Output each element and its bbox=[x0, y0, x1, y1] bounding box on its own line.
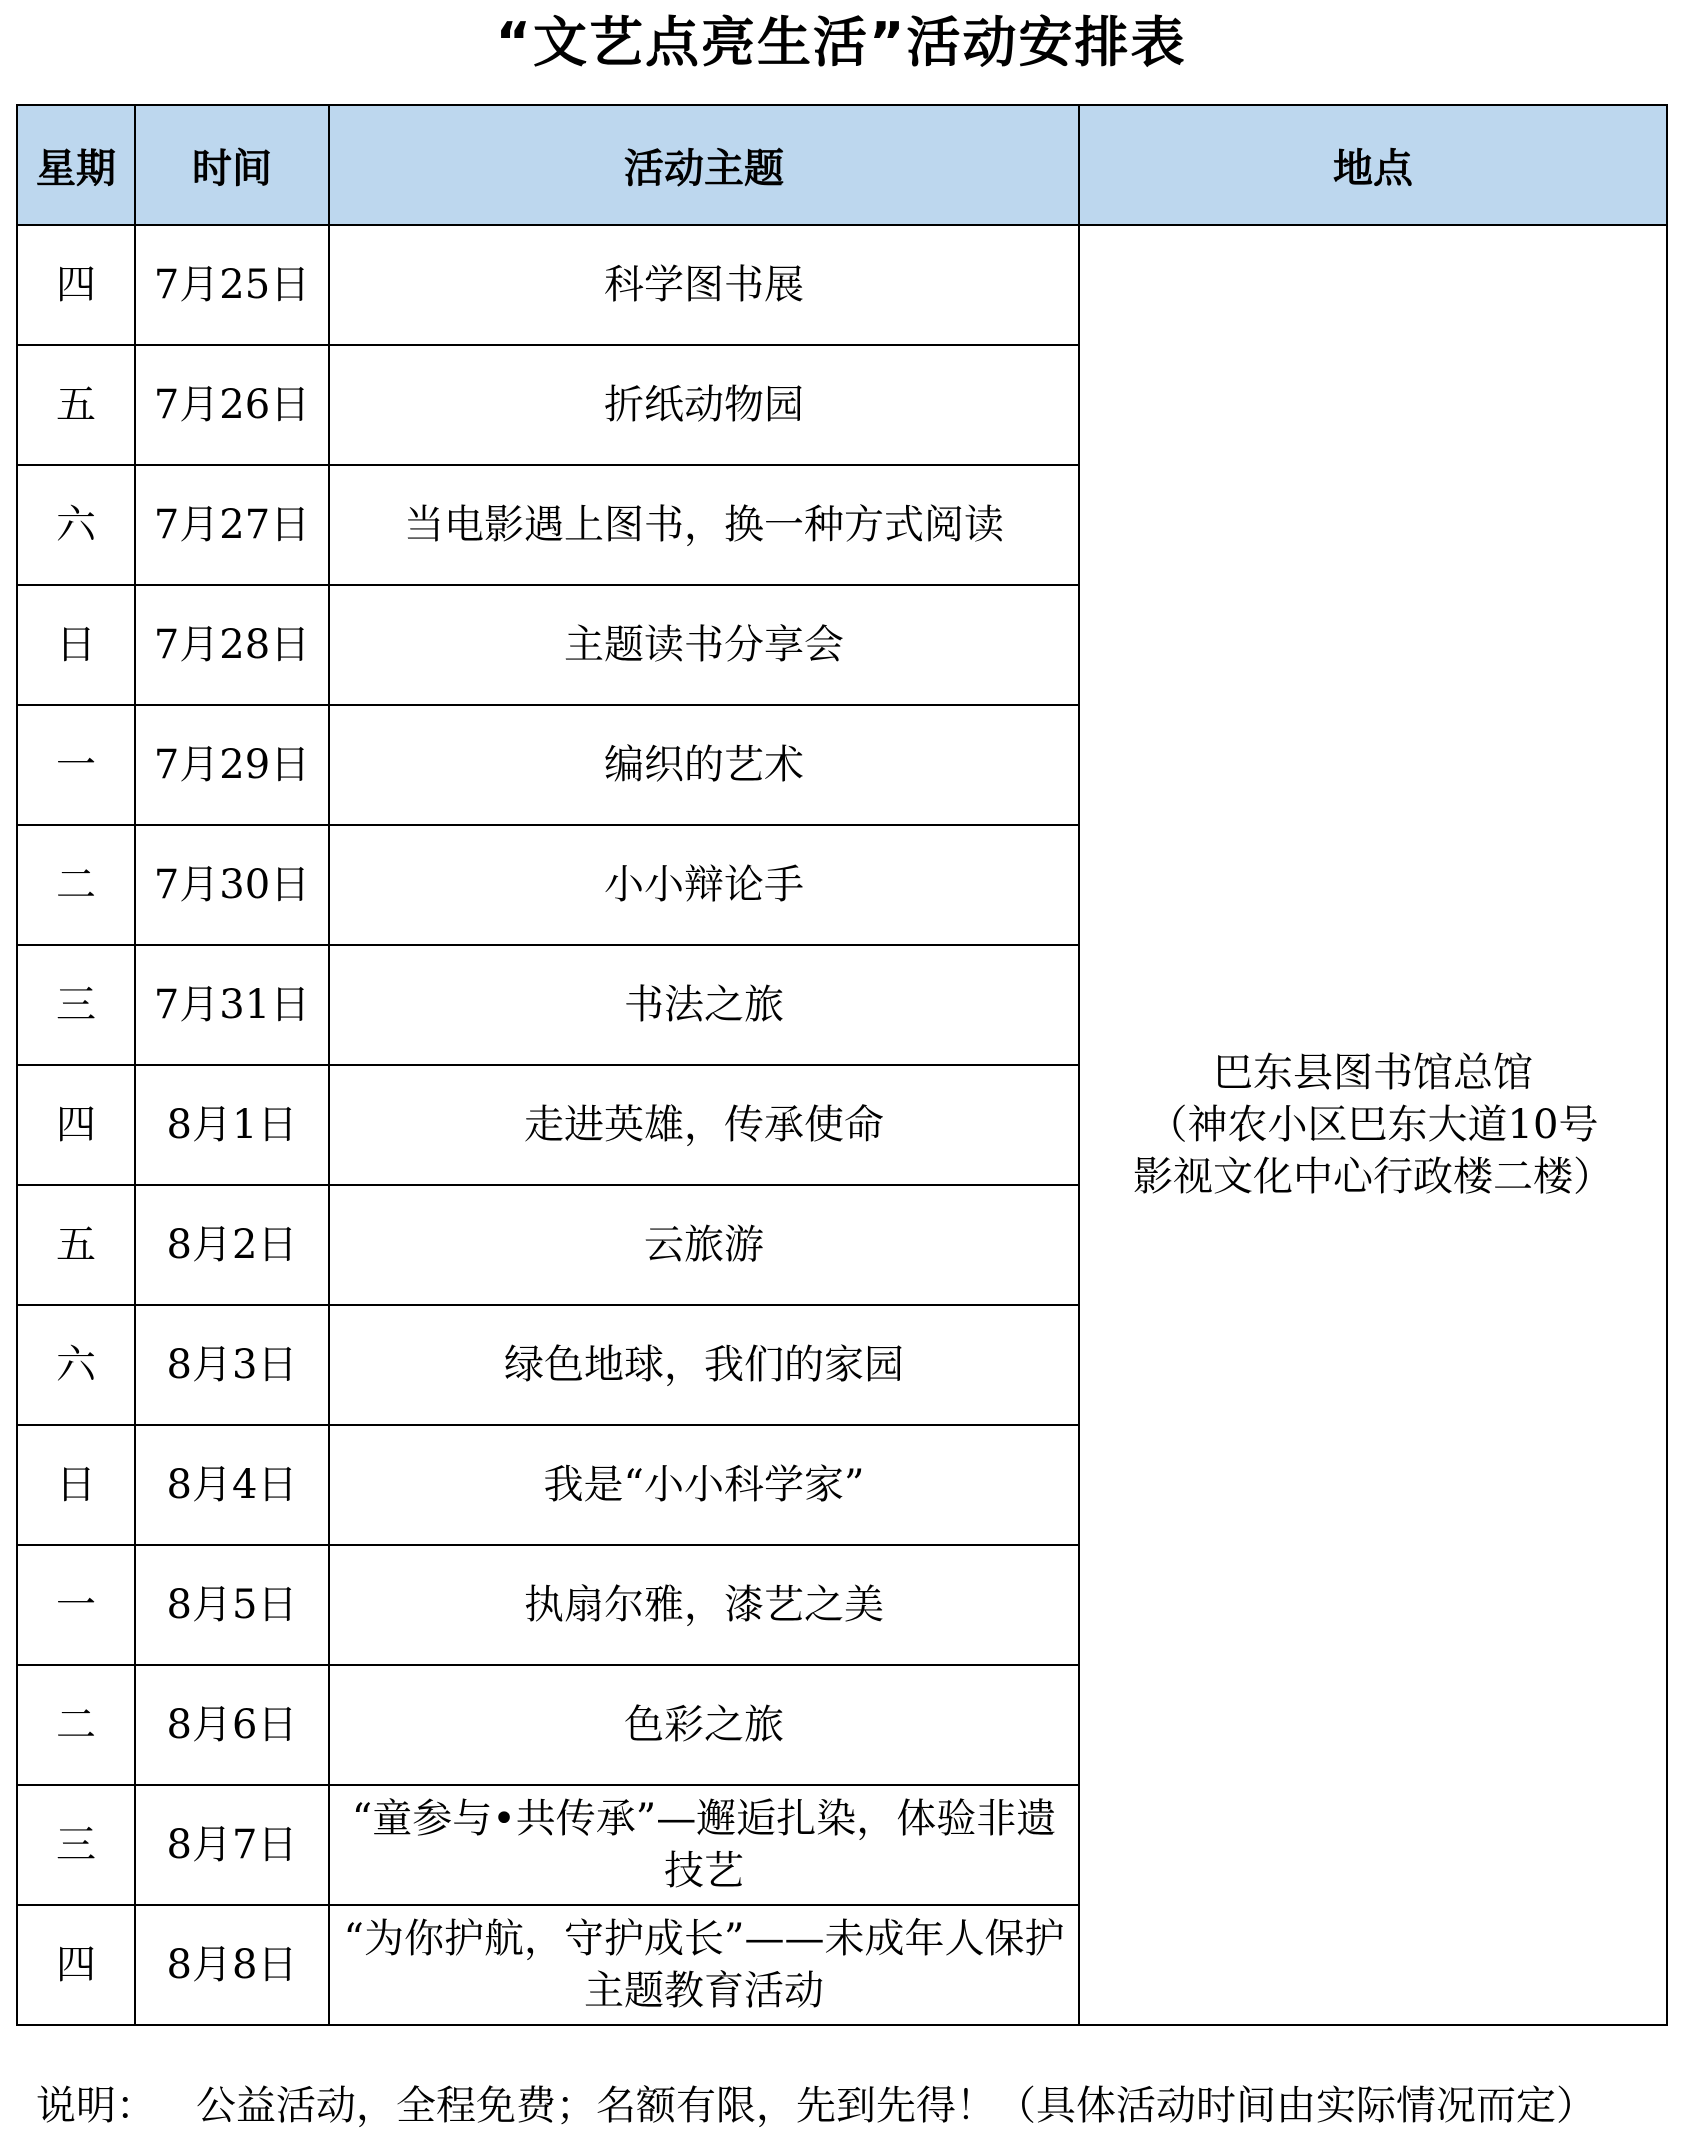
theme-cell: 绿色地球，我们的家园 bbox=[329, 1305, 1079, 1425]
location-name: 巴东县图书馆总馆 bbox=[1213, 1050, 1533, 1096]
date-cell: 8月8日 bbox=[135, 1905, 329, 2025]
theme-cell: 云旅游 bbox=[329, 1185, 1079, 1305]
weekday-cell: 一 bbox=[17, 1545, 135, 1665]
theme-cell: 色彩之旅 bbox=[329, 1665, 1079, 1785]
date-cell: 7月29日 bbox=[135, 705, 329, 825]
location-cell bbox=[1079, 225, 1667, 2025]
location-address: （神农小区巴东大道10号 bbox=[1147, 1102, 1599, 1148]
theme-cell: 折纸动物园 bbox=[329, 345, 1079, 465]
theme-cell: 科学图书展 bbox=[329, 225, 1079, 345]
theme-cell: 我是“小小科学家” bbox=[329, 1425, 1079, 1545]
schedule-table bbox=[16, 104, 1668, 2026]
date-cell: 8月5日 bbox=[135, 1545, 329, 1665]
weekday-cell: 一 bbox=[17, 705, 135, 825]
theme-cell: 当电影遇上图书，换一种方式阅读 bbox=[329, 465, 1079, 585]
theme-cell: 执扇尔雅，漆艺之美 bbox=[329, 1545, 1079, 1665]
header-location: 地点 bbox=[1079, 105, 1667, 225]
footer-note bbox=[36, 2078, 1666, 2134]
weekday-cell: 二 bbox=[17, 825, 135, 945]
theme-cell: 书法之旅 bbox=[329, 945, 1079, 1065]
date-cell: 8月1日 bbox=[135, 1065, 329, 1185]
weekday-cell: 四 bbox=[17, 1905, 135, 2025]
date-cell: 7月25日 bbox=[135, 225, 329, 345]
date-cell: 8月3日 bbox=[135, 1305, 329, 1425]
date-cell: 7月28日 bbox=[135, 585, 329, 705]
table-header-row bbox=[17, 105, 1667, 225]
weekday-cell: 二 bbox=[17, 1665, 135, 1785]
date-cell: 7月26日 bbox=[135, 345, 329, 465]
header-weekday: 星期 bbox=[17, 105, 135, 225]
date-cell: 8月4日 bbox=[135, 1425, 329, 1545]
theme-cell: “为你护航，守护成长”——未成年人保护主题教育活动 bbox=[329, 1905, 1079, 2025]
theme-cell: 编织的艺术 bbox=[329, 705, 1079, 825]
weekday-cell: 六 bbox=[17, 1305, 135, 1425]
theme-cell: 小小辩论手 bbox=[329, 825, 1079, 945]
date-cell: 8月2日 bbox=[135, 1185, 329, 1305]
theme-cell: “童参与•共传承”—邂逅扎染，体验非遗技艺 bbox=[329, 1785, 1079, 1905]
table-row bbox=[17, 225, 1667, 345]
weekday-cell: 四 bbox=[17, 225, 135, 345]
page-title: “文艺点亮生活”活动安排表 bbox=[495, 11, 1187, 74]
date-cell: 8月7日 bbox=[135, 1785, 329, 1905]
weekday-cell: 日 bbox=[17, 1425, 135, 1545]
date-cell: 7月27日 bbox=[135, 465, 329, 585]
date-cell: 8月6日 bbox=[135, 1665, 329, 1785]
weekday-cell: 三 bbox=[17, 1785, 135, 1905]
theme-cell: 走进英雄，传承使命 bbox=[329, 1065, 1079, 1185]
weekday-cell: 三 bbox=[17, 945, 135, 1065]
weekday-cell: 五 bbox=[17, 345, 135, 465]
weekday-cell: 五 bbox=[17, 1185, 135, 1305]
header-theme: 活动主题 bbox=[329, 105, 1079, 225]
footer-label: 说明： bbox=[36, 2083, 156, 2129]
weekday-cell: 日 bbox=[17, 585, 135, 705]
weekday-cell: 四 bbox=[17, 1065, 135, 1185]
footer-text: 公益活动，全程免费；名额有限，先到先得！（具体活动时间由实际情况而定） bbox=[196, 2083, 1596, 2129]
theme-cell: 主题读书分享会 bbox=[329, 585, 1079, 705]
date-cell: 7月30日 bbox=[135, 825, 329, 945]
date-cell: 7月31日 bbox=[135, 945, 329, 1065]
weekday-cell: 六 bbox=[17, 465, 135, 585]
location-building: 影视文化中心行政楼二楼） bbox=[1133, 1154, 1613, 1200]
header-date: 时间 bbox=[135, 105, 329, 225]
